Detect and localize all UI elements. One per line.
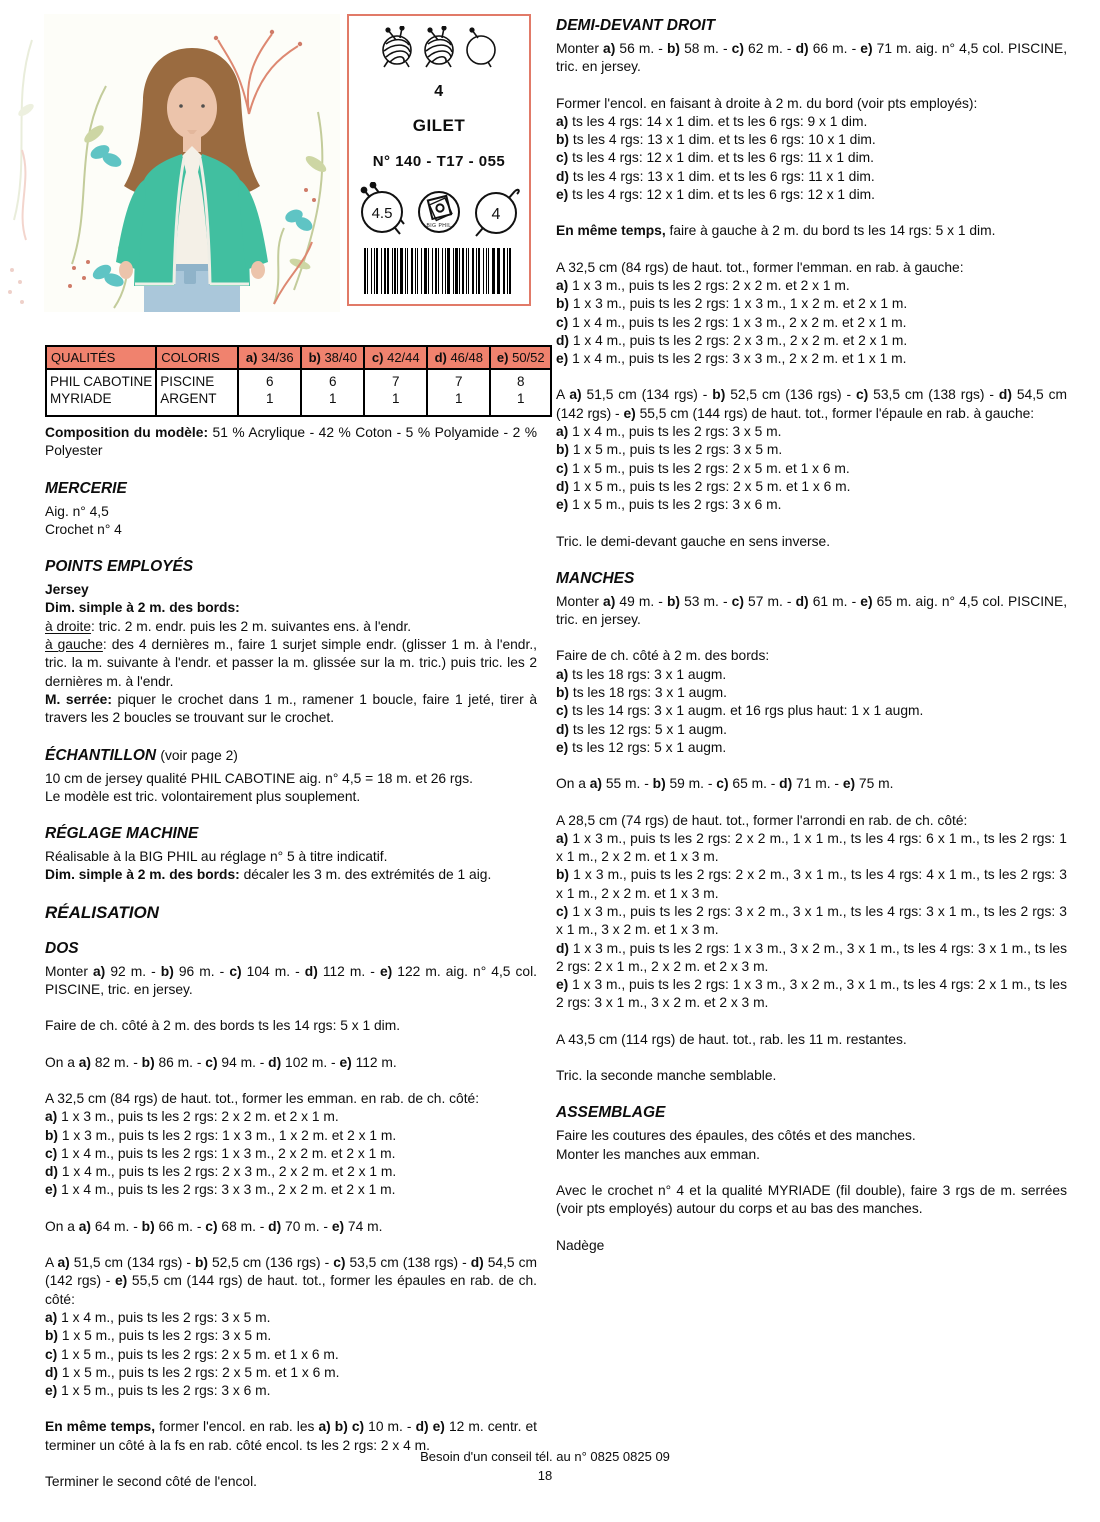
paragraph — [556, 812, 1067, 1013]
label-size-number: 4 — [434, 83, 444, 100]
text-line: b) 1 x 3 m., puis ts les 2 rgs: 1 x 3 m., 1 x 2 m. et 2 x 1 m. — [45, 1127, 397, 1143]
text-line: c) 1 x 4 m., puis ts les 2 rgs: 1 x 3 m., 2 x 2 m. et 2 x 1 m. — [45, 1145, 396, 1161]
text-line: e) 1 x 5 m., puis ts les 2 rgs: 3 x 6 m. — [45, 1383, 271, 1399]
text-line: a) ts les 4 rgs: 14 x 1 dim. et ts les 6 rgs: 9 x 1 dim. — [556, 113, 868, 129]
table-header-cell: c) 42/44 — [364, 346, 427, 369]
paragraph — [556, 1067, 1067, 1085]
svg-text:4.5: 4.5 — [371, 205, 393, 222]
paragraph — [45, 1054, 537, 1072]
text-line: Composition du modèle: 51 % Acrylique - 42 % Coton - 5 % Polyamide - 2 % Polyester — [45, 425, 537, 459]
text-line: à gauche: des 4 dernières m., faire 1 surjet simple endr. (glisser 1 m. à l'endr., tric. la m. suivante à l'endr. et passer la m. glissée sur la m. tric.) puis tric. les 2 dernières m. à l'endr. — [45, 637, 537, 689]
text-line: d) 1 x 5 m., puis ts les 2 rgs: 2 x 5 m. et 1 x 6 m. — [556, 478, 851, 494]
text-line: A a) 51,5 cm (134 rgs) - b) 52,5 cm (136 rgs) - c) 53,5 cm (138 rgs) - d) 54,5 cm (142 rgs) - e) 55,5 cm (144 rgs) de haut. tot., former l'épaule en rab. à gauche: — [556, 387, 1068, 421]
text-line: b) ts les 18 rgs: 3 x 1 augm. — [556, 685, 728, 701]
text-line: a) 1 x 3 m., puis ts les 2 rgs: 2 x 2 m. et 2 x 1 m. — [556, 277, 850, 293]
text-line: c) 1 x 5 m., puis ts les 2 rgs: 2 x 5 m. et 1 x 6 m. — [556, 460, 850, 476]
paragraph — [556, 95, 1067, 205]
text-line: d) 1 x 5 m., puis ts les 2 rgs: 2 x 5 m. et 1 x 6 m. — [45, 1364, 340, 1380]
text-line: c) 1 x 3 m., puis ts les 2 rgs: 3 x 2 m., 3 x 1 m., ts les 4 rgs: 3 x 1 m., ts les 2 rgs: 3 x 1 m., 3 x 2 m. et 1 x 3 m. — [556, 903, 1067, 938]
table-cell: 7 1 — [364, 369, 427, 416]
crochet-size-icon — [470, 182, 522, 240]
text-line: e) 1 x 5 m., puis ts les 2 rgs: 3 x 6 m. — [556, 497, 782, 513]
yarn-table-body — [46, 369, 551, 416]
paragraph — [556, 222, 1067, 240]
text-line: Le modèle est tric. volontairement plus souplement. — [45, 788, 361, 804]
text-line: c) 1 x 4 m., puis ts les 2 rgs: 1 x 3 m., 2 x 2 m. et 2 x 1 m. — [556, 314, 907, 330]
text-line: Tric. la seconde manche semblable. — [556, 1068, 777, 1084]
text-line: Faire de ch. côté à 2 m. des bords: — [556, 648, 770, 664]
table-header-cell: e) 50/52 — [490, 346, 551, 369]
paragraph — [45, 848, 537, 885]
section-title: DEMI-DEVANT DROIT — [556, 17, 716, 34]
text-line: Monter les manches aux emman. — [556, 1146, 760, 1162]
text-line: d) ts les 12 rgs: 5 x 1 augm. — [556, 721, 728, 737]
section-title: DOS — [45, 939, 79, 957]
table-cell: 6 1 — [238, 369, 301, 416]
paragraph — [556, 1127, 1067, 1164]
section-title: POINTS EMPLOYÉS — [45, 558, 194, 576]
paragraph — [556, 1182, 1067, 1219]
paragraph — [556, 259, 1067, 369]
paragraph — [45, 963, 537, 1000]
text-line: à droite: tric. 2 m. endr. puis les 2 m. suivantes ens. à l'endr. — [45, 618, 412, 634]
text-line: d) 1 x 4 m., puis ts les 2 rgs: 2 x 3 m., 2 x 2 m. et 2 x 1 m. — [556, 332, 908, 348]
text-line: Réalisable à la BIG PHIL au réglage n° 5 à titre indicatif. — [45, 849, 388, 865]
table-cell: 8 1 — [490, 369, 551, 416]
pattern-reference: N° 140 - T17 - 055 — [372, 153, 506, 170]
section-title: MANCHES — [556, 569, 635, 587]
section-title: RÉALISATION — [45, 902, 159, 922]
table-cell: PHIL CABOTINE MYRIADE — [46, 369, 156, 416]
text-line: Monter a) 56 m. - b) 58 m. - c) 62 m. - d) 66 m. - e) 71 m. aig. n° 4,5 col. PISCINE, tric. en jersey. — [556, 41, 1068, 75]
paragraph — [45, 424, 537, 461]
table-cell: 7 1 — [427, 369, 490, 416]
paragraph — [556, 1031, 1067, 1049]
pattern-label-box — [347, 14, 531, 306]
tools-row — [349, 182, 529, 240]
text-line: e) ts les 4 rgs: 12 x 1 dim. et ts les 6 rgs: 12 x 1 dim. — [556, 187, 875, 203]
barcode — [364, 248, 514, 294]
paragraph — [45, 1254, 537, 1400]
text-line: A 32,5 cm (84 rgs) de haut. tot., former l'emman. en rab. à gauche: — [556, 259, 964, 275]
text-line: a) ts les 18 rgs: 3 x 1 augm. — [556, 666, 727, 682]
footer — [0, 1447, 1090, 1485]
text-line: Dim. simple à 2 m. des bords: — [45, 600, 240, 616]
yarn-table-head — [46, 346, 551, 369]
model-photo — [44, 14, 340, 312]
text-line: Crochet n° 4 — [45, 521, 122, 537]
text-line: A 28,5 cm (74 rgs) de haut. tot., former l'arrondi en rab. de ch. côté: — [556, 812, 968, 828]
paragraph — [556, 647, 1067, 757]
text-line: e) ts les 12 rgs: 5 x 1 augm. — [556, 739, 727, 755]
text-line: A a) 51,5 cm (134 rgs) - b) 52,5 cm (136 rgs) - c) 53,5 cm (138 rgs) - d) 54,5 cm (142 rgs) - e) 55,5 cm (144 rgs) de haut. tot., former les épaules en rab. de ch. côté: — [45, 1255, 537, 1307]
needle-size-icon — [356, 182, 408, 240]
paragraph — [45, 1218, 537, 1236]
table-header-cell: d) 46/48 — [427, 346, 490, 369]
text-line: b) 1 x 3 m., puis ts les 2 rgs: 1 x 3 m., 1 x 2 m. et 2 x 1 m. — [556, 296, 908, 312]
section-title: ÉCHANTILLON (voir page 2) — [45, 746, 238, 764]
text-line: c) ts les 4 rgs: 12 x 1 dim. et ts les 6 rgs: 11 x 1 dim. — [556, 150, 874, 166]
text-line: Faire de ch. côté à 2 m. des bords ts les 14 rgs: 5 x 1 dim. — [45, 1018, 401, 1034]
section-title: ASSEMBLAGE — [556, 1104, 666, 1122]
text-line: a) 1 x 3 m., puis ts les 2 rgs: 2 x 2 m., 1 x 1 m., ts les 4 rgs: 6 x 1 m., ts les 2 rgs: 1 x 1 m., 2 x 2 m. et 1 x 3 m. — [556, 830, 1067, 865]
text-line: En même temps, former l'encol. en rab. les a) b) c) 10 m. - d) e) 12 m. centr. et terminer un côté à la fs en rab. côté encol. ts les 2 rgs: 2 x 4 m. — [45, 1419, 537, 1453]
text-line: e) 1 x 4 m., puis ts les 2 rgs: 3 x 3 m., 2 x 2 m. et 2 x 1 m. — [45, 1182, 396, 1198]
footer-help-line: Besoin d'un conseil tél. au n° 0825 0825 09 — [420, 1449, 670, 1464]
paragraph — [45, 581, 537, 727]
text-line: Faire les coutures des épaules, des côtés et des manches. — [556, 1128, 916, 1144]
text-line: M. serrée: piquer le crochet dans 1 m., ramener 1 boucle, faire 1 jeté, tirer à travers les 2 boucles se trouvant sur le crochet. — [45, 691, 537, 726]
paragraph — [45, 503, 537, 540]
text-line: b) 1 x 5 m., puis ts les 2 rgs: 3 x 5 m. — [556, 442, 783, 458]
section-title: RÉGLAGE MACHINE — [45, 825, 199, 843]
text-line: Nadège — [556, 1237, 605, 1253]
text-line: b) ts les 4 rgs: 13 x 1 dim. et ts les 6 rgs: 10 x 1 dim. — [556, 132, 876, 148]
table-cell: PISCINE ARGENT — [156, 369, 238, 416]
table-cell: 6 1 — [301, 369, 364, 416]
paragraph — [45, 1017, 537, 1035]
text-line: 10 cm de jersey qualité PHIL CABOTINE aig. n° 4,5 = 18 m. et 26 rgs. — [45, 770, 473, 786]
text-line: Monter a) 92 m. - b) 96 m. - c) 104 m. - d) 112 m. - e) 122 m. aig. n° 4,5 col. PISCINE, tric. en jersey. — [45, 963, 537, 998]
table-header-cell: a) 34/36 — [238, 346, 301, 369]
text-line: Tric. le demi-devant gauche en sens inverse. — [556, 533, 831, 549]
text-line: Jersey — [45, 582, 89, 598]
text-line: c) ts les 14 rgs: 3 x 1 augm. et 16 rgs plus haut: 1 x 1 augm. — [556, 703, 924, 719]
text-line: Aig. n° 4,5 — [45, 503, 109, 519]
paragraph — [45, 770, 537, 807]
text-line: c) 1 x 5 m., puis ts les 2 rgs: 2 x 5 m. et 1 x 6 m. — [45, 1346, 339, 1362]
text-line: Avec le crochet n° 4 et la qualité MYRIADE (fil double), faire 3 rgs de m. serrées (voir pts employés) autour du corps et au bas des manches. — [556, 1182, 1067, 1217]
table-header-cell: QUALITÉS — [46, 346, 156, 369]
page-number: 18 — [537, 1468, 553, 1483]
text-line: e) 1 x 4 m., puis ts les 2 rgs: 3 x 3 m., 2 x 2 m. et 1 x 1 m. — [556, 351, 907, 367]
garment-title: GILET — [412, 116, 466, 135]
text-line: Dim. simple à 2 m. des bords: décaler les 3 m. des extrémités de 1 aig. — [45, 867, 492, 883]
paragraph — [556, 775, 1067, 793]
section-title: MERCERIE — [45, 479, 127, 497]
yarn-table — [45, 345, 552, 417]
text-line: On a a) 55 m. - b) 59 m. - c) 65 m. - d) 71 m. - e) 75 m. — [556, 776, 894, 792]
table-header-cell: COLORIS — [156, 346, 238, 369]
text-line: En même temps, faire à gauche à 2 m. du bord ts les 14 rgs: 5 x 1 dim. — [556, 223, 996, 239]
big-phil-machine-icon — [413, 182, 465, 240]
text-line: b) 1 x 5 m., puis ts les 2 rgs: 3 x 5 m. — [45, 1328, 272, 1344]
text-line: a) 1 x 4 m., puis ts les 2 rgs: 3 x 5 m. — [45, 1309, 271, 1325]
text-line: d) 1 x 3 m., puis ts les 2 rgs: 1 x 3 m., 3 x 2 m., 3 x 1 m., ts les 4 rgs: 3 x 1 m., ts les 2 rgs: 2 x 1 m., 2 x 2 m. et 2 x 3 m. — [556, 940, 1067, 974]
text-line: a) 1 x 3 m., puis ts les 2 rgs: 2 x 2 m. et 2 x 1 m. — [45, 1109, 339, 1125]
yarn-weight-icons — [349, 26, 529, 73]
right-column — [556, 16, 1067, 1273]
left-column — [45, 424, 537, 1509]
paragraph — [556, 533, 1067, 551]
paragraph — [556, 1237, 1067, 1255]
text-line: Monter a) 49 m. - b) 53 m. - c) 57 m. - d) 61 m. - e) 65 m. aig. n° 4,5 col. PISCINE, tric. en jersey. — [556, 593, 1068, 628]
svg-text:BIG PHIL: BIG PHIL — [426, 223, 452, 229]
paragraph — [556, 40, 1067, 77]
text-line: e) 1 x 3 m., puis ts les 2 rgs: 1 x 3 m., 3 x 2 m., 3 x 1 m., ts les 4 rgs: 2 x 1 m., ts les 2 rgs: 3 x 1 m., 3 x 2 m. et 2 x 3 m. — [556, 977, 1067, 1011]
paragraph — [45, 1090, 537, 1200]
paragraph — [556, 386, 1067, 514]
text-line: Terminer le second côté de l'encol. — [45, 1473, 257, 1489]
text-line: A 32,5 cm (84 rgs) de haut. tot., former les emman. en rab. de ch. côté: — [45, 1090, 480, 1106]
text-line: A 43,5 cm (114 rgs) de haut. tot., rab. les 11 m. restantes. — [556, 1031, 907, 1047]
table-header-cell: b) 38/40 — [301, 346, 364, 369]
wallpaper-bleed-decoration — [2, 30, 42, 360]
text-line: On a a) 64 m. - b) 66 m. - c) 68 m. - d) 70 m. - e) 74 m. — [45, 1218, 383, 1234]
text-line: Former l'encol. en faisant à droite à 2 m. du bord (voir pts employés): — [556, 95, 978, 111]
text-line: d) ts les 4 rgs: 13 x 1 dim. et ts les 6 rgs: 11 x 1 dim. — [556, 168, 875, 184]
text-line: a) 1 x 4 m., puis ts les 2 rgs: 3 x 5 m. — [556, 424, 782, 440]
text-line: On a a) 82 m. - b) 86 m. - c) 94 m. - d) 102 m. - e) 112 m. — [45, 1054, 397, 1070]
svg-text:4: 4 — [491, 206, 501, 223]
paragraph — [556, 593, 1067, 630]
text-line: b) 1 x 3 m., puis ts les 2 rgs: 2 x 2 m., 3 x 1 m., ts les 4 rgs: 4 x 1 m., ts les 2 rgs: 3 x 1 m., 2 x 2 m. et 1 x 3 m. — [556, 867, 1067, 901]
text-line: d) 1 x 4 m., puis ts les 2 rgs: 2 x 3 m., 2 x 2 m. et 2 x 1 m. — [45, 1164, 397, 1180]
